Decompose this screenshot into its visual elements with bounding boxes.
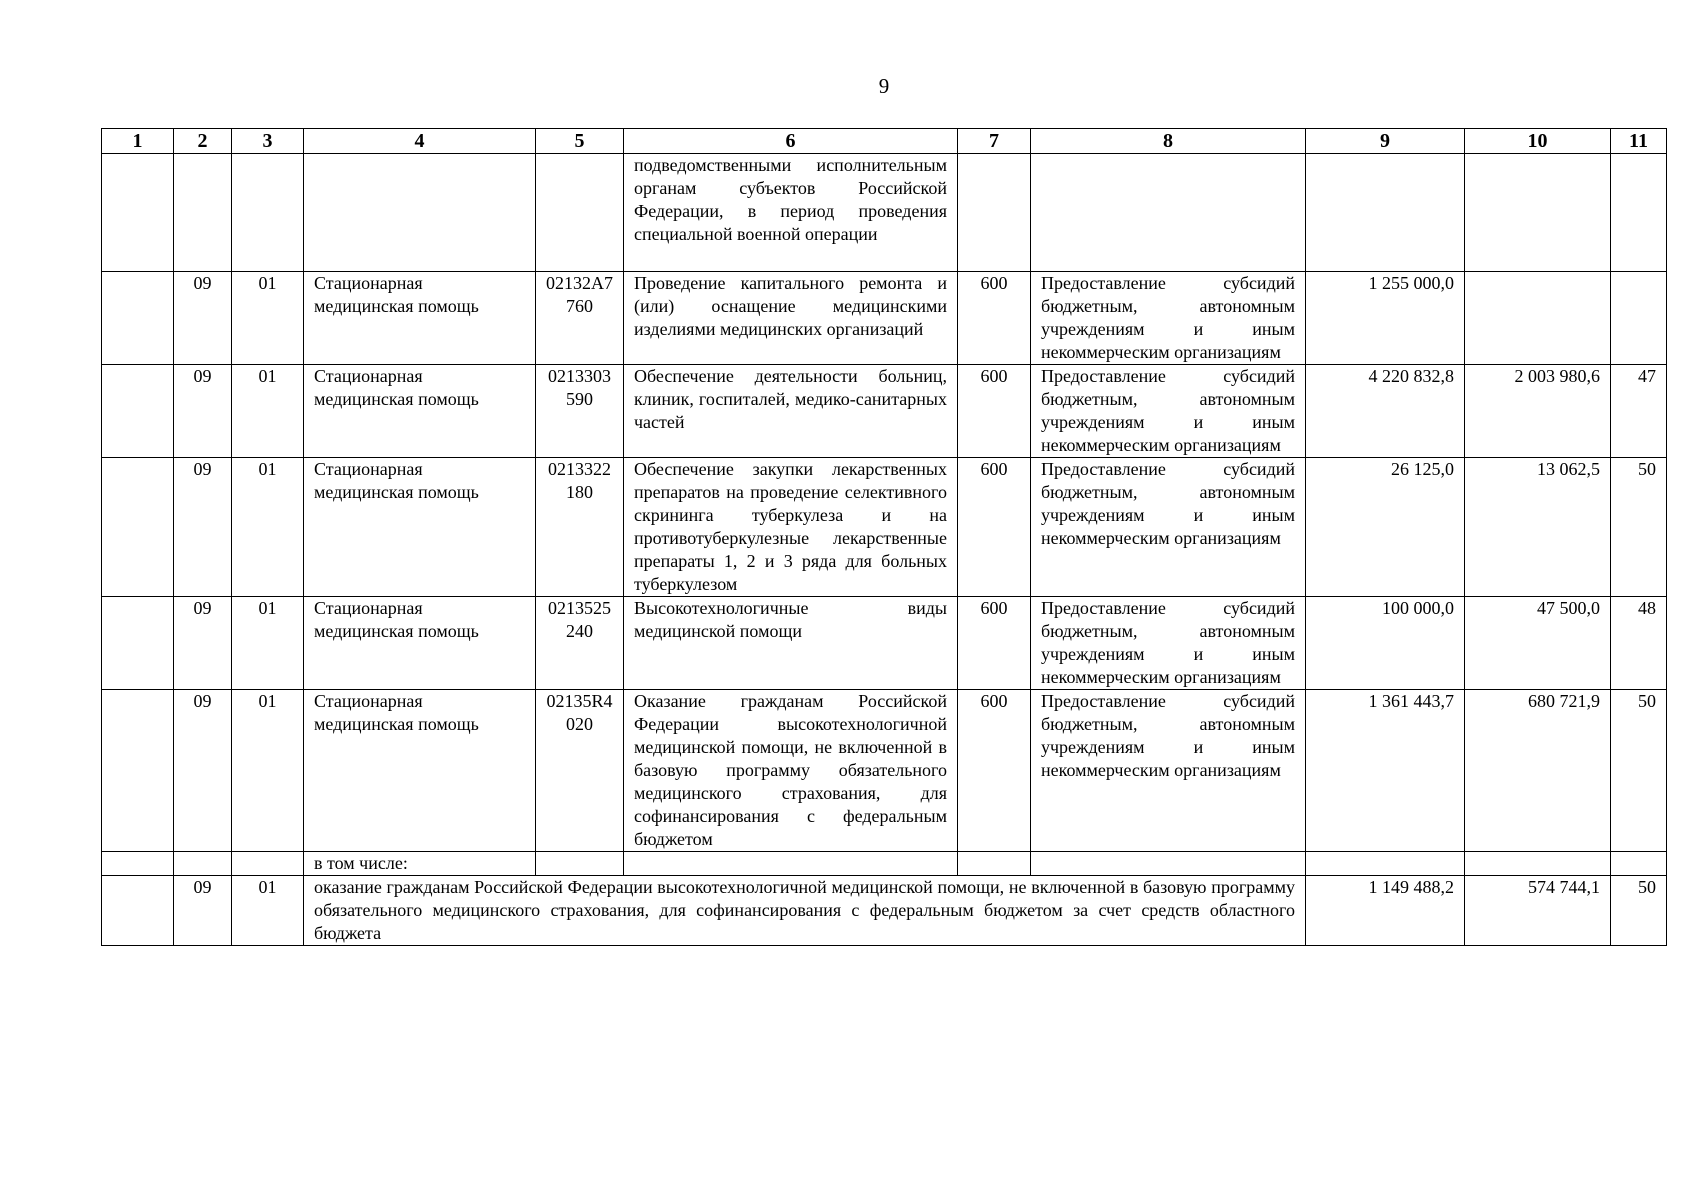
column-header: 4 — [304, 129, 536, 154]
final-row — [102, 876, 1667, 946]
recipient-cell: Предоставление субсидий бюджетным, автономным учреждениям и иным некоммерческим организациям — [1031, 365, 1306, 458]
amount-part-cell: 574 744,1 — [1465, 876, 1611, 946]
description-cell: Высокотехнологичные виды медицинской помощи — [624, 597, 958, 690]
table-row — [102, 690, 1667, 852]
column-number-row — [102, 129, 1667, 154]
name-cell: Стационарная медицинская помощь — [304, 597, 536, 690]
column-header: 1 — [102, 129, 174, 154]
amount-total-cell: 100 000,0 — [1306, 597, 1465, 690]
code-cell: 0213322180 — [536, 458, 624, 597]
recipient-cell: Предоставление субсидий бюджетным, автономным учреждениям и иным некоммерческим организациям — [1031, 690, 1306, 852]
description-cell: Обеспечение деятельности больниц, клиник, госпиталей, медико-санитарных частей — [624, 365, 958, 458]
subsection-cell: 01 — [232, 690, 304, 852]
section-cell: 09 — [174, 365, 232, 458]
description-cell: Обеспечение закупки лекарственных препаратов на проведение селективного скрининга туберкулеза и на противотуберкулезные лекарственные препараты 1, 2 и 3 ряда для больных туберкулезом — [624, 458, 958, 597]
table-row — [102, 458, 1667, 597]
percent-cell: 50 — [1611, 690, 1667, 852]
section-cell: 09 — [174, 272, 232, 365]
amount-total-cell: 26 125,0 — [1306, 458, 1465, 597]
section-cell: 09 — [174, 597, 232, 690]
section-cell: 09 — [174, 876, 232, 946]
carry-over-row — [102, 154, 1667, 272]
including-row — [102, 852, 1667, 876]
table-row — [102, 272, 1667, 365]
amount-part-cell: 2 003 980,6 — [1465, 365, 1611, 458]
amount-part-cell: 680 721,9 — [1465, 690, 1611, 852]
name-cell: Стационарная медицинская помощь — [304, 272, 536, 365]
recipient-cell: Предоставление субсидий бюджетным, автономным учреждениям и иным некоммерческим организациям — [1031, 597, 1306, 690]
type-cell: 600 — [958, 690, 1031, 852]
type-cell: 600 — [958, 272, 1031, 365]
amount-part-cell: 47 500,0 — [1465, 597, 1611, 690]
subsection-cell: 01 — [232, 458, 304, 597]
subsection-cell: 01 — [232, 597, 304, 690]
description-cell: Проведение капитального ремонта и (или) оснащение медицинскими изделиями медицинских организаций — [624, 272, 958, 365]
column-header: 5 — [536, 129, 624, 154]
percent-cell: 50 — [1611, 458, 1667, 597]
final-description-cell: оказание гражданам Российской Федерации высокотехнологичной медицинской помощи, не включенной в базовую программу обязательного медицинского страхования, для софинансирования с федеральным бюджетом за счет средств областного бюджета — [304, 876, 1306, 946]
column-header: 7 — [958, 129, 1031, 154]
amount-part-cell — [1465, 272, 1611, 365]
code-cell: 02135R4020 — [536, 690, 624, 852]
column-header: 6 — [624, 129, 958, 154]
percent-cell: 48 — [1611, 597, 1667, 690]
including-label: в том числе: — [304, 852, 536, 876]
column-header: 3 — [232, 129, 304, 154]
percent-cell: 47 — [1611, 365, 1667, 458]
carry-over-description: подведомственными исполнительным органам субъектов Российской Федерации, в период проведения специальной военной операции — [624, 154, 958, 272]
section-cell: 09 — [174, 458, 232, 597]
name-cell: Стационарная медицинская помощь — [304, 458, 536, 597]
column-header: 10 — [1465, 129, 1611, 154]
description-cell: Оказание гражданам Российской Федерации высокотехнологичной медицинской помощи, не включенной в базовую программу обязательного медицинского страхования, для софинансирования с федеральным бюджетом — [624, 690, 958, 852]
recipient-cell: Предоставление субсидий бюджетным, автономным учреждениям и иным некоммерческим организациям — [1031, 272, 1306, 365]
column-header: 2 — [174, 129, 232, 154]
section-cell: 09 — [174, 690, 232, 852]
amount-total-cell: 1 361 443,7 — [1306, 690, 1465, 852]
amount-part-cell: 13 062,5 — [1465, 458, 1611, 597]
recipient-cell: Предоставление субсидий бюджетным, автономным учреждениям и иным некоммерческим организациям — [1031, 458, 1306, 597]
percent-cell: 50 — [1611, 876, 1667, 946]
subsection-cell: 01 — [232, 876, 304, 946]
budget-table — [101, 128, 1667, 946]
code-cell: 0213303590 — [536, 365, 624, 458]
page-number: 9 — [878, 74, 890, 98]
subsection-cell: 01 — [232, 365, 304, 458]
code-cell: 02132А7760 — [536, 272, 624, 365]
type-cell: 600 — [958, 597, 1031, 690]
amount-total-cell: 1 149 488,2 — [1306, 876, 1465, 946]
name-cell: Стационарная медицинская помощь — [304, 690, 536, 852]
column-header: 11 — [1611, 129, 1667, 154]
name-cell: Стационарная медицинская помощь — [304, 365, 536, 458]
column-header: 9 — [1306, 129, 1465, 154]
type-cell: 600 — [958, 365, 1031, 458]
amount-total-cell: 4 220 832,8 — [1306, 365, 1465, 458]
table-row — [102, 365, 1667, 458]
column-header: 8 — [1031, 129, 1306, 154]
code-cell: 0213525240 — [536, 597, 624, 690]
table-row — [102, 597, 1667, 690]
percent-cell — [1611, 272, 1667, 365]
type-cell: 600 — [958, 458, 1031, 597]
subsection-cell: 01 — [232, 272, 304, 365]
amount-total-cell: 1 255 000,0 — [1306, 272, 1465, 365]
